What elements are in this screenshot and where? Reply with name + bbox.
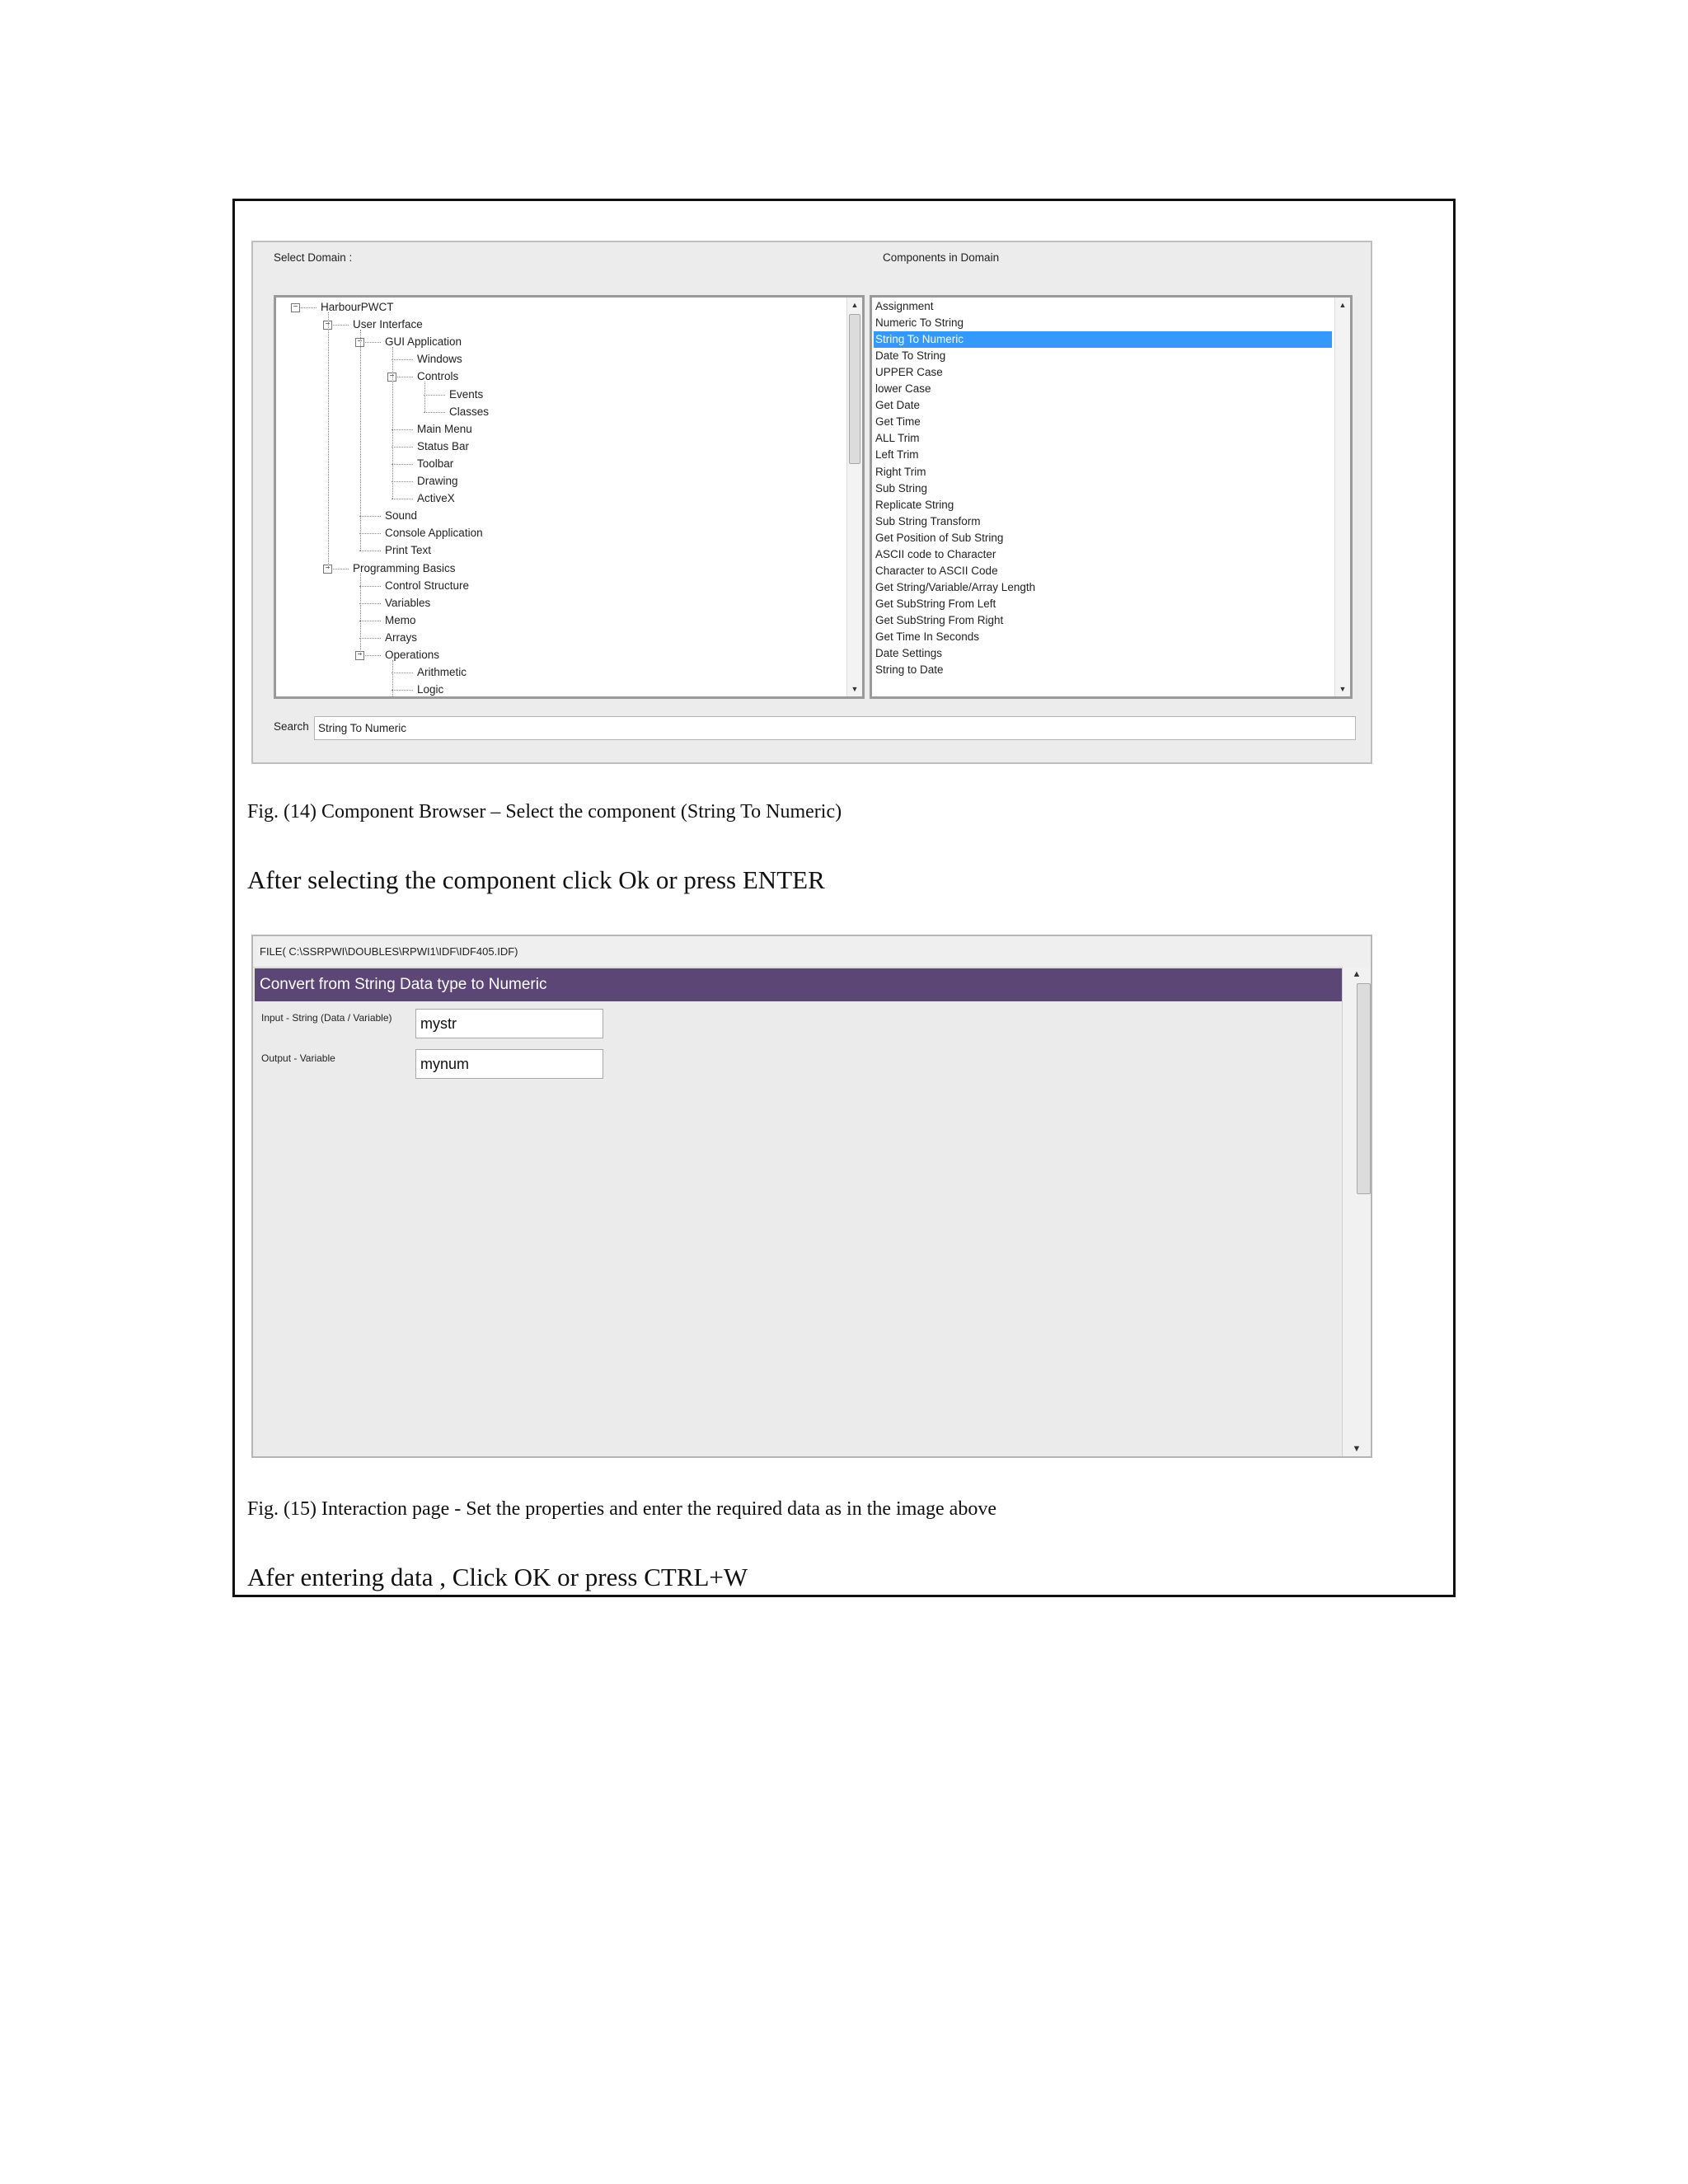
search-input[interactable]: String To Numeric bbox=[314, 716, 1356, 740]
components-label: Components in Domain bbox=[883, 251, 1000, 264]
scroll-down-icon[interactable]: ▼ bbox=[851, 685, 859, 693]
component-item[interactable]: Get String/Variable/Array Length bbox=[875, 580, 1036, 593]
tree-guide bbox=[328, 312, 329, 569]
scroll-thumb[interactable] bbox=[1357, 983, 1371, 1194]
tree-node[interactable]: Arithmetic bbox=[417, 666, 467, 679]
interaction-scrollbar[interactable] bbox=[1342, 967, 1371, 1456]
tree-toggle-icon[interactable]: − bbox=[323, 565, 332, 574]
tree-node[interactable]: Classes bbox=[449, 405, 490, 418]
tree-node[interactable]: GUI Application bbox=[385, 335, 462, 349]
component-item[interactable]: Sub String Transform bbox=[875, 514, 981, 527]
select-domain-label: Select Domain : bbox=[274, 251, 353, 264]
component-item[interactable]: String to Date bbox=[875, 663, 944, 677]
component-item[interactable]: Numeric To String bbox=[875, 316, 964, 330]
tree-connector bbox=[359, 533, 381, 534]
component-item[interactable]: Replicate String bbox=[875, 498, 954, 511]
component-item[interactable]: Assignment bbox=[875, 300, 934, 312]
scroll-thumb[interactable] bbox=[849, 314, 860, 464]
tree-guide bbox=[392, 347, 393, 499]
tree-node[interactable]: Memo bbox=[385, 613, 416, 626]
output-variable-field[interactable]: mynum bbox=[415, 1049, 603, 1079]
search-label: Search bbox=[274, 720, 309, 733]
figure-15-caption: Fig. (15) Interaction page - Set the properties and enter the required data as in the image above bbox=[247, 1498, 996, 1520]
tree-connector bbox=[359, 638, 381, 639]
component-item[interactable]: Get Position of Sub String bbox=[875, 531, 1004, 544]
domain-tree[interactable] bbox=[274, 295, 865, 699]
tree-scrollbar[interactable] bbox=[846, 298, 862, 696]
output-variable-label: Output - Variable bbox=[261, 1052, 335, 1064]
domain-tree-content bbox=[276, 298, 846, 696]
component-item[interactable]: Character to ASCII Code bbox=[875, 564, 998, 577]
tree-connector bbox=[359, 516, 381, 517]
component-item[interactable]: Get Date bbox=[875, 399, 921, 412]
component-item-selected[interactable]: String To Numeric bbox=[874, 331, 1332, 348]
tree-toggle-icon[interactable]: − bbox=[355, 338, 364, 347]
tree-connector bbox=[392, 447, 413, 448]
tree-node[interactable]: Events bbox=[449, 387, 484, 401]
component-item[interactable]: Get SubString From Right bbox=[875, 613, 1004, 626]
component-item[interactable]: Left Trim bbox=[875, 448, 919, 462]
component-item[interactable]: ALL Trim bbox=[875, 432, 920, 445]
input-string-label: Input - String (Data / Variable) bbox=[261, 1012, 392, 1024]
component-item[interactable]: Get Time In Seconds bbox=[875, 630, 980, 643]
tree-node[interactable]: Logic bbox=[417, 683, 444, 696]
component-item[interactable]: UPPER Case bbox=[875, 366, 943, 379]
tree-node[interactable]: HarbourPWCT bbox=[321, 301, 394, 313]
component-item[interactable]: lower Case bbox=[875, 382, 931, 396]
tree-connector bbox=[392, 359, 413, 360]
tree-node[interactable]: Status Bar bbox=[417, 439, 470, 452]
tree-node[interactable]: Sound bbox=[385, 509, 418, 523]
tree-node[interactable]: Windows bbox=[417, 353, 462, 366]
tree-connector bbox=[392, 464, 413, 465]
component-item[interactable]: Date Settings bbox=[875, 647, 943, 660]
component-item[interactable]: Date To String bbox=[875, 349, 946, 363]
component-item[interactable]: Sub String bbox=[875, 481, 928, 494]
tree-guide bbox=[360, 574, 361, 656]
scroll-down-icon[interactable]: ▼ bbox=[1339, 685, 1347, 693]
tree-guide bbox=[360, 330, 361, 551]
tree-connector bbox=[359, 603, 381, 604]
scroll-up-icon[interactable]: ▲ bbox=[851, 301, 859, 309]
scroll-up-icon[interactable]: ▲ bbox=[1339, 301, 1347, 309]
component-item[interactable]: Get Time bbox=[875, 415, 921, 429]
tree-node[interactable]: Variables bbox=[385, 596, 431, 609]
tree-node[interactable]: Drawing bbox=[417, 475, 458, 487]
tree-node[interactable]: User Interface bbox=[353, 318, 423, 331]
tree-node[interactable]: Controls bbox=[417, 370, 459, 383]
components-list[interactable] bbox=[870, 295, 1353, 699]
interaction-page bbox=[251, 935, 1372, 1458]
tree-node[interactable]: Console Application bbox=[385, 527, 483, 540]
tree-node[interactable]: ActiveX bbox=[417, 492, 455, 505]
scroll-up-icon[interactable]: ▲ bbox=[1352, 969, 1362, 979]
tree-toggle-icon[interactable]: − bbox=[291, 303, 300, 312]
component-item[interactable]: Right Trim bbox=[875, 465, 926, 478]
tree-connector bbox=[359, 586, 381, 587]
tree-node[interactable]: Toolbar bbox=[417, 457, 454, 470]
tree-node[interactable]: Print Text bbox=[385, 544, 432, 557]
tree-node[interactable]: Control Structure bbox=[385, 579, 470, 592]
components-scrollbar[interactable] bbox=[1334, 298, 1350, 696]
tree-connector bbox=[392, 429, 413, 430]
tree-node[interactable]: Programming Basics bbox=[353, 561, 456, 574]
instruction-after-enter: Afer entering data , Click OK or press CTRL+W bbox=[247, 1563, 748, 1591]
component-item[interactable]: ASCII code to Character bbox=[875, 547, 996, 560]
figure-14-caption: Fig. (14) Component Browser – Select the component (String To Numeric) bbox=[247, 801, 842, 823]
tree-connector bbox=[424, 412, 445, 413]
tree-toggle-icon[interactable]: − bbox=[323, 321, 332, 330]
component-browser bbox=[251, 241, 1372, 764]
tree-connector bbox=[392, 481, 413, 482]
component-item[interactable]: Get SubString From Left bbox=[875, 597, 996, 610]
tree-toggle-icon[interactable]: − bbox=[355, 651, 364, 660]
file-path-bar: FILE( C:\SSRPWI\DOUBLES\RPWI1\IDF\IDF405.IDF) bbox=[253, 936, 1371, 968]
tree-toggle-icon[interactable]: − bbox=[387, 373, 396, 382]
tree-node[interactable]: Arrays bbox=[385, 630, 418, 644]
tree-guide bbox=[392, 660, 393, 699]
interaction-title: Convert from String Data type to Numeric bbox=[255, 968, 1343, 1001]
input-string-field[interactable]: mystr bbox=[415, 1009, 603, 1038]
scroll-down-icon[interactable]: ▼ bbox=[1352, 1444, 1362, 1454]
tree-guide bbox=[424, 382, 425, 411]
tree-connector bbox=[424, 395, 445, 396]
tree-node[interactable]: Main Menu bbox=[417, 422, 472, 435]
tree-node[interactable]: Operations bbox=[385, 649, 440, 661]
tree-connector bbox=[392, 690, 413, 691]
instruction-after-select: After selecting the component click Ok or press ENTER bbox=[247, 865, 825, 894]
